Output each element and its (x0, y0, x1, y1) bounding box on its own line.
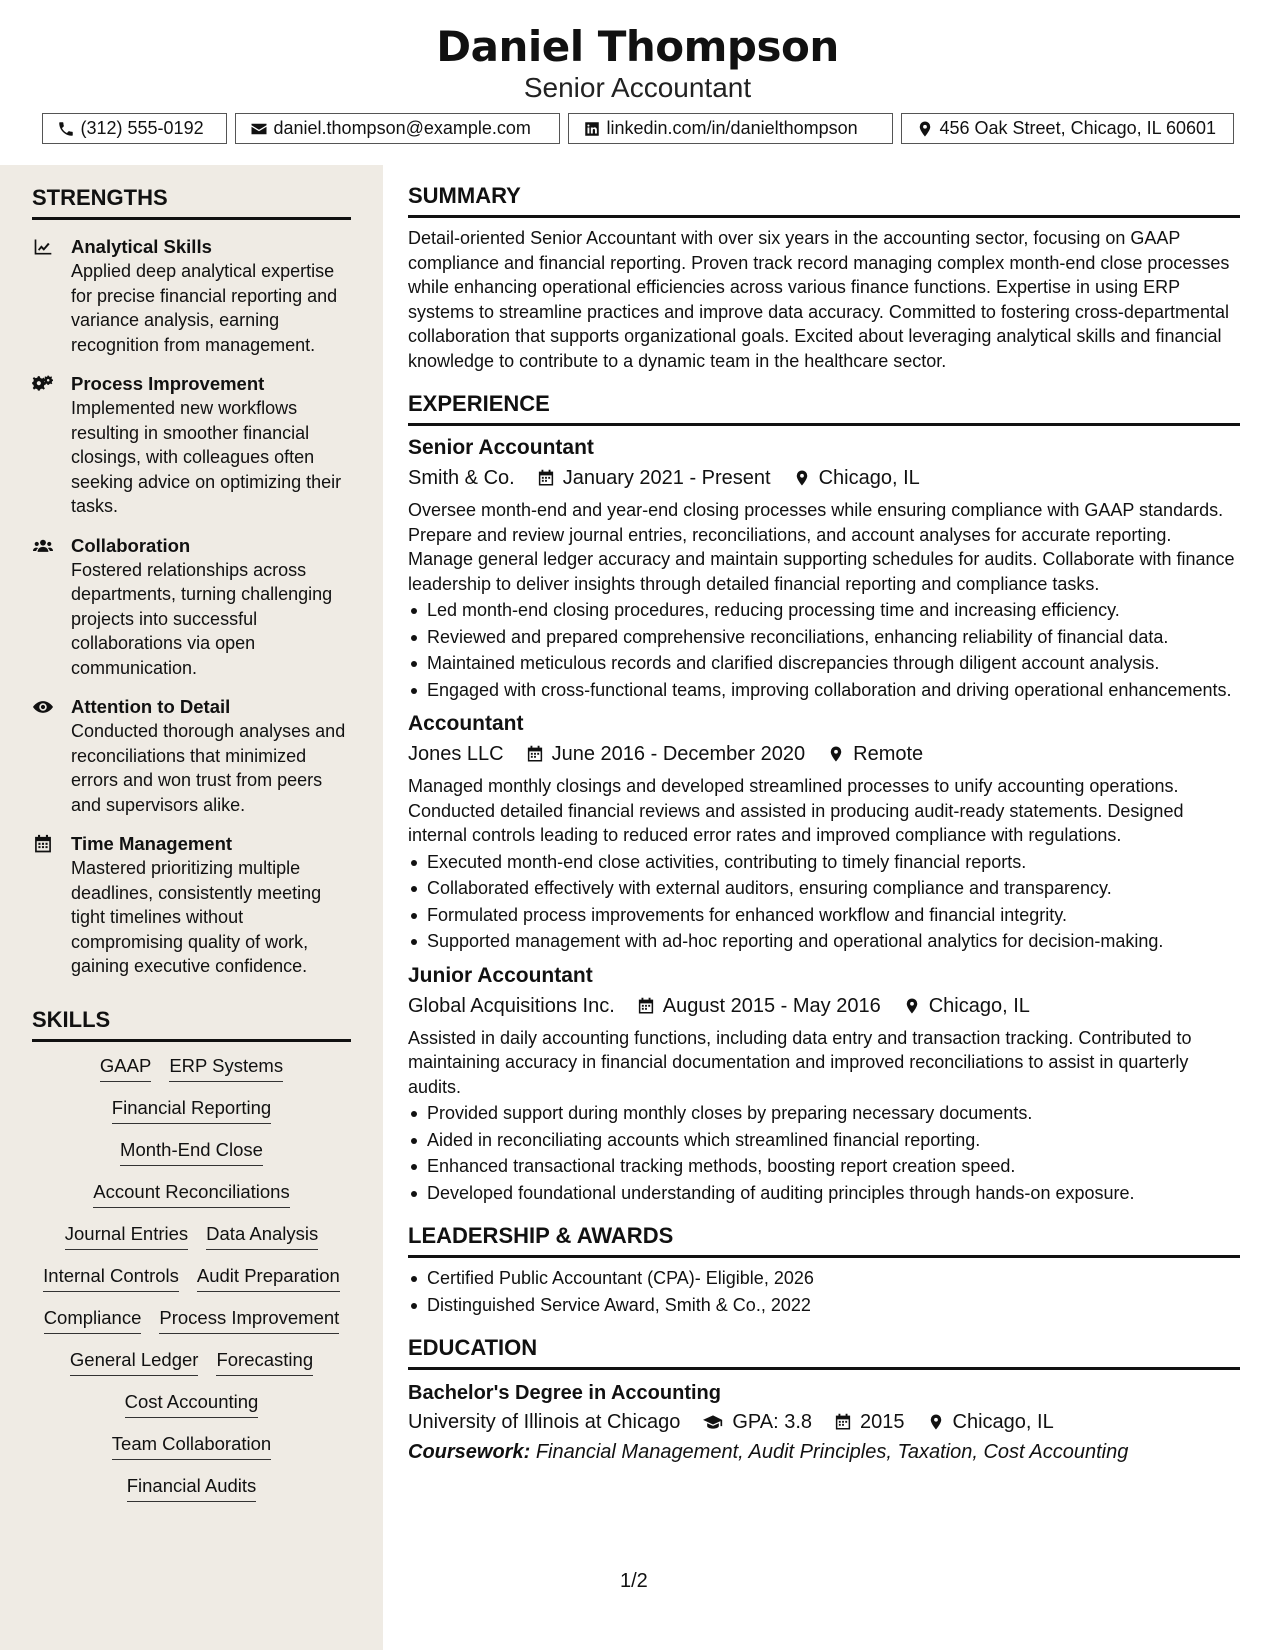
list-item: Distinguished Service Award, Smith & Co., 2022 (408, 1293, 1240, 1318)
job-entry (408, 434, 1240, 702)
phone-icon (57, 120, 75, 138)
job-company: Global Acquisitions Inc. (408, 994, 615, 1017)
map-pin-icon (927, 1412, 945, 1432)
job-meta (408, 992, 1240, 1020)
eye-icon (32, 697, 54, 717)
strength-item (32, 371, 351, 519)
job-title: Junior Accountant (408, 963, 593, 987)
job-location: Chicago, IL (928, 994, 1030, 1017)
email-text[interactable]: daniel.thompson@example.com (273, 118, 531, 138)
gears-icon (32, 374, 54, 394)
list-item: Engaged with cross-functional teams, improving collaboration and driving operational enhancements. (408, 678, 1240, 703)
linkedin-text[interactable]: linkedin.com/in/danielthompson (606, 118, 858, 138)
coursework (408, 1438, 1240, 1466)
calendar-icon (834, 1412, 852, 1432)
job-location: Chicago, IL (818, 467, 920, 489)
job-meta (408, 464, 1240, 492)
list-item: Provided support during monthly closes by preparing necessary documents. (408, 1101, 1240, 1126)
envelope-icon (250, 120, 268, 138)
contact-address (901, 113, 1234, 144)
map-pin-icon (793, 468, 811, 488)
skill-tag: Team Collaboration (112, 1432, 271, 1460)
skill-tag: Account Reconciliations (93, 1180, 289, 1208)
education-meta (408, 1408, 1240, 1436)
skill-tag: Month-End Close (120, 1138, 263, 1166)
page-number: 1/2 (620, 1570, 648, 1592)
skill-tag: ERP Systems (169, 1054, 283, 1082)
calendar-icon (32, 834, 54, 854)
education-heading: EDUCATION (408, 1335, 1240, 1370)
job-title: Senior Accountant (408, 436, 594, 459)
skill-tag: Process Improvement (159, 1306, 339, 1334)
skills-list (32, 1054, 351, 1502)
degree-title: Bachelor's Degree in Accounting (408, 1382, 721, 1404)
list-item: Certified Public Accountant (CPA)- Eligible, 2026 (408, 1266, 1240, 1291)
strength-desc: Mastered prioritizing multiple deadlines, consistently meeting tight timelines without compromising quality of work, gaining executive confidence. (71, 858, 322, 976)
leadership-heading: LEADERSHIP & AWARDS (408, 1223, 1240, 1258)
calendar-icon (637, 996, 655, 1016)
job-dates: June 2016 - December 2020 (551, 743, 806, 765)
map-pin-icon (827, 744, 845, 764)
calendar-icon (526, 744, 544, 764)
skill-tag: Internal Controls (43, 1264, 179, 1292)
job-bullets (408, 850, 1240, 954)
skill-tag: Financial Audits (127, 1474, 257, 1502)
summary-heading: SUMMARY (408, 183, 1240, 218)
list-item: Formulated process improvements for enhanced workflow and financial integrity. (408, 903, 1240, 928)
linkedin-icon (583, 120, 601, 138)
strength-item (32, 831, 351, 979)
users-icon (32, 536, 54, 556)
strength-item (32, 533, 351, 681)
map-pin-icon (916, 120, 934, 138)
job-bullets (408, 1101, 1240, 1205)
list-item: Enhanced transactional tracking methods, boosting report creation speed. (408, 1154, 1240, 1179)
job-dates: August 2015 - May 2016 (662, 994, 881, 1017)
resume-header (0, 0, 1275, 165)
phone-text: (312) 555-0192 (80, 118, 204, 138)
skill-tag: GAAP (100, 1054, 151, 1082)
job-dates: January 2021 - Present (562, 467, 771, 489)
strength-desc: Implemented new workflows resulting in smoother financial closings, with colleagues often seeking advice on optimizing their tasks. (71, 398, 342, 516)
strength-item (32, 694, 351, 817)
list-item: Executed month-end close activities, contributing to timely financial reports. (408, 850, 1240, 875)
skill-tag: Audit Preparation (197, 1264, 340, 1292)
job-title: Accountant (408, 712, 524, 735)
skill-tag: Journal Entries (65, 1222, 188, 1250)
candidate-title: Senior Accountant (523, 72, 752, 103)
strength-title: Attention to Detail (71, 696, 231, 717)
skill-tag: Data Analysis (206, 1222, 318, 1250)
sidebar (0, 165, 383, 1650)
job-description: Managed monthly closings and developed streamlined processes to unify accounting operations. Conducted detailed financial reviews and assisted in producing audit-ready statements. Designed internal controls leading to reduced error rates and improved compliance with regulations. (408, 776, 1184, 845)
coursework-text: Financial Management, Audit Principles, Taxation, Cost Accounting (535, 1441, 1129, 1463)
strength-desc: Fostered relationships across departments, turning challenging projects into successful collaborations via open communication. (71, 559, 333, 678)
graduation-cap-icon (702, 1412, 724, 1432)
graduation-year: 2015 (860, 1411, 905, 1433)
main-content (408, 165, 1240, 1466)
strength-title: Collaboration (71, 534, 191, 556)
list-item: Led month-end closing procedures, reducing processing time and increasing efficiency. (408, 598, 1240, 623)
list-item: Supported management with ad-hoc reporting and operational analytics for decision-making. (408, 929, 1240, 954)
job-meta (408, 740, 1240, 768)
contact-phone (42, 113, 227, 144)
job-description: Oversee month-end and year-end closing processes while ensuring compliance with GAAP standards. Prepare and review journal entries, reconciliations, and account analyses for accurate reporting. Manage general ledger accuracy and maintain supporting schedules for audits. Collaborate with finance leadership to deliver insights through detailed financial reporting and compliance tasks. (408, 500, 1235, 594)
chart-line-icon (32, 237, 54, 257)
education-location: Chicago, IL (952, 1411, 1054, 1433)
contact-linkedin[interactable] (568, 113, 893, 144)
list-item: Collaborated effectively with external auditors, ensuring compliance and transparency. (408, 876, 1240, 901)
contact-email[interactable] (235, 113, 560, 144)
summary-text: Detail-oriented Senior Accountant with over six years in the accounting sector, focusing on GAAP compliance and financial reporting. Proven track record managing complex month-end close processes while enhancing operational efficiencies across various finance functions. Expertise in using ERP systems to streamline practices and improve data accuracy. Committed to fostering cross-departmental collaboration that supports organizational goals. Excited about leveraging analytical skills and financial knowledge to contribute to a dynamic team in the healthcare sector. (408, 228, 1230, 371)
skills-heading: SKILLS (32, 1007, 351, 1042)
skill-tag: Compliance (44, 1306, 142, 1334)
strength-title: Time Management (71, 833, 233, 854)
coursework-label: Coursework: (408, 1441, 531, 1463)
candidate-name: Daniel Thompson (436, 22, 839, 71)
list-item: Reviewed and prepared comprehensive reconciliations, enhancing reliability of financial data. (408, 625, 1240, 650)
strengths-heading: STRENGTHS (32, 185, 351, 220)
skill-tag: Financial Reporting (112, 1096, 271, 1124)
strength-title: Analytical Skills (71, 236, 212, 257)
job-entry (408, 710, 1240, 954)
list-item: Aided in reconciliating accounts which streamlined financial reporting. (408, 1128, 1240, 1153)
school-name: University of Illinois at Chicago (408, 1411, 681, 1433)
calendar-icon (537, 468, 555, 488)
skill-tag: Forecasting (216, 1348, 313, 1376)
leadership-list (408, 1266, 1240, 1317)
contact-bar (0, 113, 1275, 144)
gpa-text: GPA: 3.8 (732, 1411, 813, 1433)
map-pin-icon (903, 996, 921, 1016)
job-description: Assisted in daily accounting functions, including data entry and transaction tracking. Contributed to maintaining accuracy in financial documentation and improved reconciliations to assist in quarterly audits. (408, 1027, 1192, 1097)
job-entry (408, 962, 1240, 1206)
job-company: Jones LLC (408, 743, 504, 765)
strength-item (32, 234, 351, 357)
list-item: Maintained meticulous records and clarified discrepancies through diligent account analysis. (408, 651, 1240, 676)
skill-tag: General Ledger (70, 1348, 199, 1376)
skill-tag: Cost Accounting (125, 1390, 259, 1418)
address-text: 456 Oak Street, Chicago, IL 60601 (939, 118, 1217, 138)
strength-desc: Applied deep analytical expertise for precise financial reporting and variance analysis, earning recognition from management. (71, 261, 338, 355)
list-item: Developed foundational understanding of auditing principles through hands-on exposure. (408, 1181, 1240, 1206)
job-bullets (408, 598, 1240, 702)
job-location: Remote (853, 743, 924, 765)
strength-title: Process Improvement (71, 373, 265, 394)
experience-heading: EXPERIENCE (408, 391, 1240, 426)
strength-desc: Conducted thorough analyses and reconciliations that minimized errors and won trust from peers and supervisors alike. (71, 721, 346, 815)
job-company: Smith & Co. (408, 467, 515, 489)
